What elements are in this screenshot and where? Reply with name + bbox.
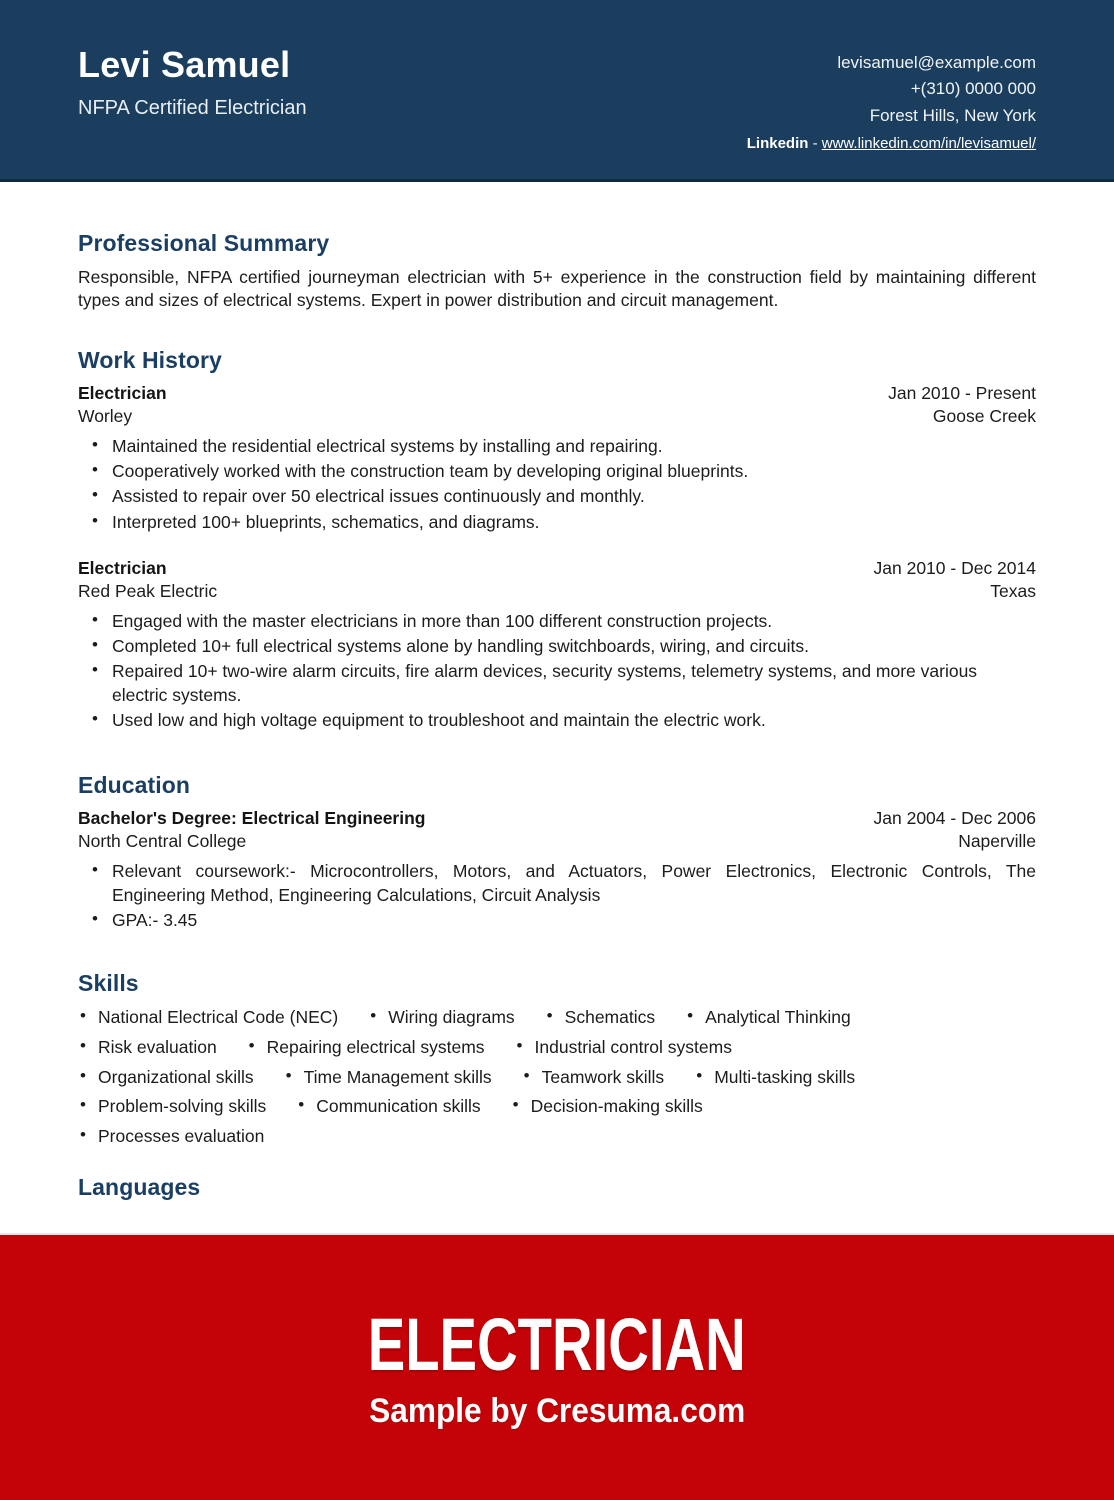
skill-item: • Schematics	[545, 1006, 655, 1029]
skill-item: • Communication skills	[296, 1095, 480, 1118]
work-entry-header	[78, 383, 1036, 404]
linkedin-url[interactable]: www.linkedin.com/in/levisamuel/	[821, 135, 1036, 153]
contact-location: Forest Hills, New York	[869, 105, 1036, 125]
education-entry-bullets	[78, 860, 1036, 932]
work-entry-subheader	[78, 406, 1036, 427]
section-education	[78, 772, 1036, 932]
contact-phone[interactable]: +(310) 0000 000	[910, 79, 1036, 99]
work-entry-bullets	[78, 610, 1036, 732]
candidate-job-title: NFPA Certified Electrician	[78, 96, 307, 119]
bullet-item: • Assisted to repair over 50 electrical issues continuously and monthly.	[110, 485, 1036, 508]
skill-item: • Analytical Thinking	[685, 1006, 851, 1029]
section-languages	[78, 1174, 1036, 1201]
section-title-languages: Languages	[78, 1173, 201, 1200]
bullet-item: • Repaired 10+ two-wire alarm circuits, fire alarm devices, security systems, telemetry systems, and more various electric systems.	[110, 660, 1036, 707]
section-professional-summary	[78, 230, 1036, 313]
education-dates: Jan 2004 - Dec 2006	[873, 808, 1036, 829]
skills-row	[78, 1095, 1036, 1118]
skills-row	[78, 1066, 1036, 1089]
education-institution: North Central College	[78, 831, 247, 852]
work-entry-role: Electrician	[78, 557, 167, 578]
skill-item: • Problem-solving skills	[78, 1095, 266, 1118]
work-entry-organization: Worley	[78, 405, 133, 426]
work-entry-bullets	[78, 435, 1036, 534]
work-entry-location: Goose Creek	[932, 405, 1036, 426]
sample-watermark-banner	[0, 1233, 1114, 1500]
contact-email[interactable]: levisamuel@example.com	[837, 53, 1036, 72]
work-entry-subheader	[78, 581, 1036, 602]
resume-body	[0, 230, 1114, 1201]
professional-summary-text: Responsible, NFPA certified journeyman electrician with 5+ experience in the construction field by maintaining different types and sizes of electrical systems. Expert in power distribution and circuit management.	[78, 267, 1036, 311]
section-title-work-history: Work History	[78, 346, 222, 373]
skill-item: • Multi-tasking skills	[694, 1066, 855, 1089]
work-entry-header	[78, 558, 1036, 579]
bullet-item: • Engaged with the master electricians in more than 100 different construction projects.	[110, 610, 1036, 633]
skill-item: • National Electrical Code (NEC)	[78, 1006, 338, 1029]
section-work-history	[78, 347, 1036, 732]
education-entry	[78, 808, 1036, 932]
bullet-item: • Relevant coursework:- Microcontrollers, Motors, and Actuators, Power Electronics, Electronic Controls, The Engineering Method, Engineering Calculations, Circuit Analysis	[110, 860, 1036, 907]
header-identity-block	[78, 42, 307, 120]
section-title-professional-summary: Professional Summary	[78, 230, 330, 256]
resume-header	[0, 0, 1114, 182]
education-entry-header	[78, 808, 1036, 829]
section-title-skills: Skills	[78, 970, 139, 997]
section-skills	[78, 970, 1036, 1148]
bullet-item: • Cooperatively worked with the construction team by developing original blueprints.	[110, 460, 1036, 483]
bullet-item: • GPA:- 3.45	[110, 909, 1036, 932]
skill-item: • Repairing electrical systems	[247, 1036, 485, 1059]
work-entry	[78, 558, 1036, 732]
skills-row	[78, 1125, 1036, 1148]
skills-list	[78, 1006, 1036, 1148]
skill-item: • Wiring diagrams	[368, 1006, 514, 1029]
skill-item: • Risk evaluation	[78, 1036, 217, 1059]
skill-item: • Teamwork skills	[522, 1066, 665, 1089]
candidate-name: Levi Samuel	[78, 44, 291, 85]
education-entry-subheader	[78, 831, 1036, 852]
skill-item: • Processes evaluation	[78, 1125, 264, 1148]
linkedin-label: Linkedin	[746, 135, 809, 153]
contact-linkedin	[747, 132, 1036, 155]
education-degree: Bachelor's Degree: Electrical Engineering	[78, 808, 426, 829]
bullet-item: • Completed 10+ full electrical systems alone by handling switchboards, wiring, and circuits.	[110, 635, 1036, 658]
banner-subtitle: Sample by Cresuma.com	[368, 1391, 746, 1430]
work-entry-dates: Jan 2010 - Dec 2014	[873, 557, 1036, 578]
skill-item: • Time Management skills	[284, 1066, 492, 1089]
linkedin-separator: -	[808, 135, 822, 153]
skill-item: • Decision-making skills	[511, 1095, 703, 1118]
skills-row	[78, 1036, 1036, 1059]
bullet-item: • Used low and high voltage equipment to troubleshoot and maintain the electric work.	[110, 709, 1036, 732]
bullet-item: • Interpreted 100+ blueprints, schematics, and diagrams.	[110, 511, 1036, 534]
work-entry-location: Texas	[990, 580, 1036, 601]
bullet-item: • Maintained the residential electrical systems by installing and repairing.	[110, 435, 1036, 458]
work-entry-role: Electrician	[78, 382, 167, 403]
skill-item: • Organizational skills	[78, 1066, 254, 1089]
banner-title: ELECTRICIAN	[367, 1302, 747, 1386]
skill-item: • Industrial control systems	[515, 1036, 732, 1059]
education-location: Naperville	[958, 831, 1036, 852]
contact-info-block	[747, 42, 1036, 155]
work-entry-organization: Red Peak Electric	[78, 580, 218, 601]
work-entry	[78, 383, 1036, 534]
skills-row	[78, 1006, 1036, 1029]
section-title-education: Education	[78, 772, 191, 799]
work-entry-dates: Jan 2010 - Present	[888, 382, 1036, 403]
